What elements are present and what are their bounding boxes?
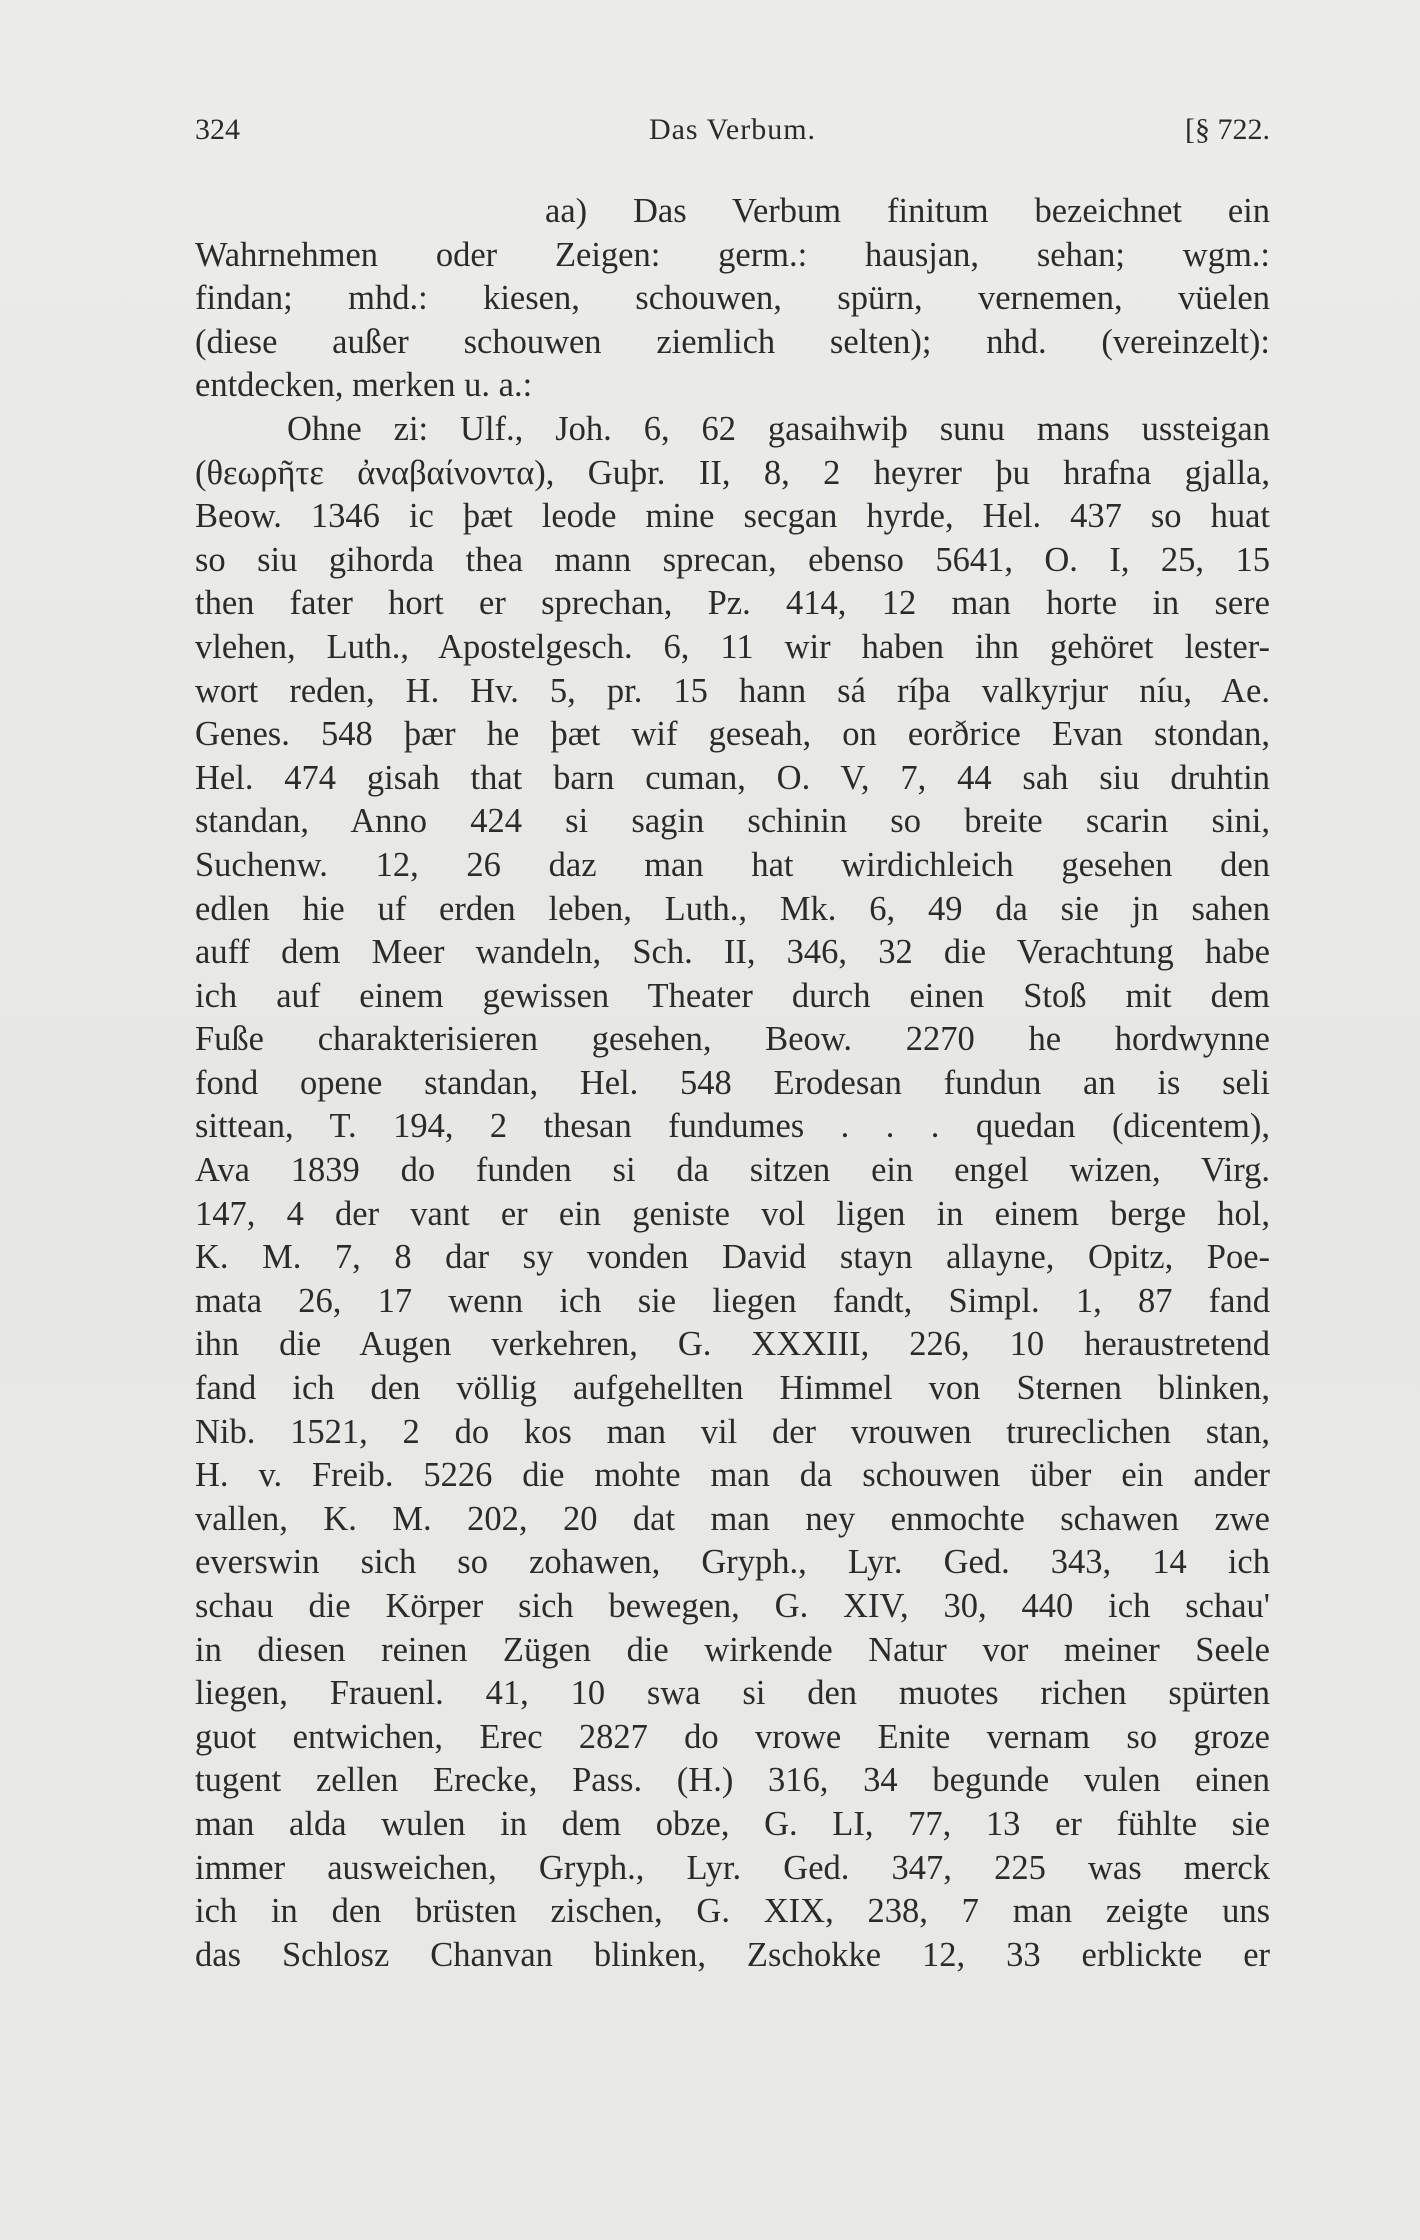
text-line: vlehen, Luth., Apostelgesch. 6, 11 wir haben ihn gehöret lester-: [195, 627, 1270, 666]
text-line: liegen, Frauenl. 41, 10 swa si den muotes richen spürten: [195, 1674, 1270, 1713]
text-line: tugent zellen Erecke, Pass. (H.) 316, 34 begunde vulen einen: [195, 1761, 1270, 1800]
text-line: Nib. 1521, 2 do kos man vil der vrouwen trureclichen stan,: [195, 1412, 1270, 1451]
text-line: aa) Das Verbum finitum bezeichnet ein: [545, 192, 1270, 230]
text-line: immer ausweichen, Gryph., Lyr. Ged. 347, 225 was merck: [195, 1848, 1270, 1887]
page-number: 324: [195, 113, 240, 146]
text-line: findan; mhd.: kiesen, schouwen, spürn, vernemen, vüelen: [195, 279, 1270, 318]
text-line: auff dem Meer wandeln, Sch. II, 346, 32 die Verachtung habe: [195, 933, 1270, 972]
text-line: wort reden, H. Hv. 5, pr. 15 hann sá ríþa valkyrjur níu, Ae.: [195, 671, 1270, 710]
text-line: ich auf einem gewissen Theater durch einen Stoß mit dem: [195, 976, 1270, 1015]
text-line: K. M. 7, 8 dar sy vonden David stayn allayne, Opitz, Poe-: [195, 1238, 1270, 1277]
text-line: das Schlosz Chanvan blinken, Zschokke 12, 33 erblickte er: [195, 1935, 1270, 1974]
text-line: schau die Körper sich bewegen, G. XIV, 30, 440 ich schau': [195, 1587, 1270, 1625]
text-line: fand ich den völlig aufgehellten Himmel von Sternen blinken,: [195, 1369, 1270, 1408]
running-header: [195, 108, 1270, 152]
text-line: Beow. 1346 ic þæt leode mine secgan hyrde, Hel. 437 so huat: [195, 497, 1270, 536]
text-line: in diesen reinen Zügen die wirkende Natur vor meiner Seele: [195, 1630, 1270, 1669]
text-line: entdecken, merken u. a.:: [195, 366, 533, 405]
text-line: Genes. 548 þær he þæt wif geseah, on eorðrice Evan stondan,: [195, 715, 1270, 754]
text-line: standan, Anno 424 si sagin schinin so breite scarin sini,: [195, 802, 1270, 841]
text-line: everswin sich so zohawen, Gryph., Lyr. Ged. 343, 14 ich: [195, 1543, 1270, 1582]
text-line: man alda wulen in dem obze, G. LI, 77, 13 er fühlte sie: [195, 1804, 1270, 1843]
text-line: ihn die Augen verkehren, G. XXXIII, 226, 10 heraustretend: [195, 1325, 1270, 1364]
text-line: vallen, K. M. 202, 20 dat man ney enmochte schawen zwe: [195, 1499, 1270, 1538]
text-line: (diese außer schouwen ziemlich selten); nhd. (vereinzelt):: [195, 322, 1270, 361]
text-line: then fater hort er sprechan, Pz. 414, 12 man horte in sere: [195, 584, 1270, 623]
text-line: Hel. 474 gisah that barn cuman, O. V, 7, 44 sah siu druhtin: [195, 758, 1270, 797]
section-number: [§ 722.: [1185, 113, 1270, 146]
text-line: Ava 1839 do funden si da sitzen ein engel wizen, Virg.: [195, 1151, 1270, 1190]
text-line: mata 26, 17 wenn ich sie liegen fandt, Simpl. 1, 87 fand: [195, 1281, 1270, 1320]
text-line: Suchenw. 12, 26 daz man hat wirdichleich gesehen den: [195, 845, 1270, 884]
text-line: guot entwichen, Erec 2827 do vrowe Enite vernam so groze: [195, 1717, 1270, 1756]
text-line: so siu gihorda thea mann sprecan, ebenso 5641, O. I, 25, 15: [195, 540, 1270, 579]
text-line: fond opene standan, Hel. 548 Erodesan fundun an is seli: [195, 1063, 1270, 1102]
text-line: 147, 4 der vant er ein geniste vol ligen in einem berge hol,: [195, 1194, 1270, 1233]
text-line: edlen hie uf erden leben, Luth., Mk. 6, 49 da sie jn sahen: [195, 889, 1270, 928]
running-title: Das Verbum.: [648, 113, 817, 146]
text-line: H. v. Freib. 5226 die mohte man da schouwen über ein ander: [195, 1456, 1270, 1495]
text-body: [195, 190, 1270, 1977]
text-line: Fuße charakterisieren gesehen, Beow. 2270 he hordwynne: [195, 1020, 1270, 1059]
text-line: sittean, T. 194, 2 thesan fundumes . . . quedan (dicentem),: [195, 1107, 1270, 1146]
text-line: ich in den brüsten zischen, G. XIX, 238, 7 man zeigte uns: [195, 1892, 1270, 1931]
text-line: Wahrnehmen oder Zeigen: germ.: hausjan, sehan; wgm.:: [195, 235, 1270, 274]
text-line: (θεωρῆτε ἀναβαίνοντα), Guþr. II, 8, 2 heyrer þu hrafna gjalla,: [195, 453, 1270, 492]
text-line: Ohne zi: Ulf., Joh. 6, 62 gasaihwiþ sunu mans ussteigan: [287, 409, 1270, 448]
